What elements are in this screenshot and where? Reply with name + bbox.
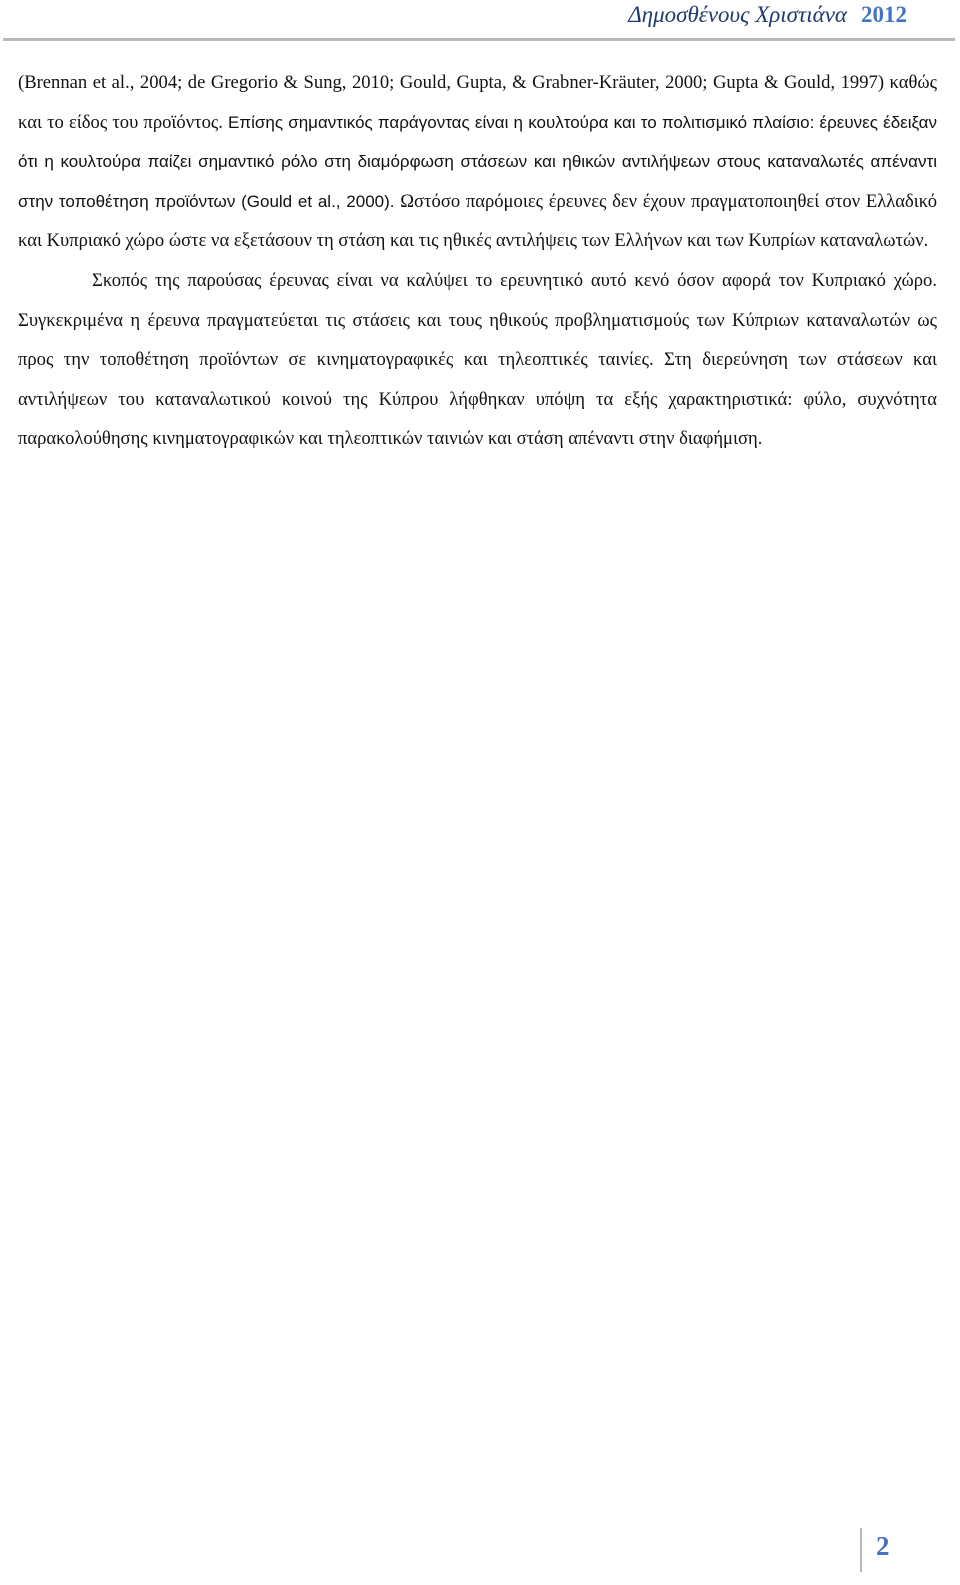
header-author: Δημοσθένους Χριστιάνα bbox=[628, 2, 847, 27]
page-header bbox=[0, 0, 960, 40]
header-text bbox=[628, 2, 907, 28]
paragraph-2-sentence-1: Σκοπός της παρούσας έρευνας είναι να καλύψει το ερευνητικό αυτό κενό όσον αφορά τον Κυπριακό χώρο. bbox=[92, 269, 937, 291]
page-number: 2 bbox=[876, 1531, 890, 1561]
header-rule bbox=[3, 38, 955, 41]
paragraph-2-sentence-2: Συγκεκριμένα η έρευνα πραγματεύεται τις στάσεις και τους ηθικούς προβληματισμούς των Κύπριων καταναλωτών ως προς την τοποθέτηση προϊόντων σε κινηματογραφικές και τηλεοπτικές ταινίες. bbox=[18, 309, 937, 371]
paragraph-2 bbox=[18, 261, 937, 459]
paragraph-1-sentence-3: Ωστόσο παρόμοιες έρευνες δεν έχουν πραγματοποιηθεί στον Ελλαδικό και Κυπριακό χώρο ώστε να εξετάσουν τη στάση και τις ηθικές αντιλήψεις των Ελλήνων και των Κυπρίων καταναλωτών. bbox=[18, 190, 937, 252]
paragraph-2-sentence-3: Στη διερεύνηση των στάσεων και αντιλήψεων του καταναλωτικού κοινού της Κύπρου λήφθηκαν υπόψη τα εξής χαρακτηριστικά: φύλο, συχνότητα παρακολούθησης κινηματογραφικών και τηλεοπτικών ταινιών και στάση απέναντι στην διαφήμιση. bbox=[18, 349, 937, 450]
document-body bbox=[18, 63, 937, 459]
paragraph-1 bbox=[18, 63, 937, 261]
paragraph-1-sentence-1: (Brennan et al., 2004; de Gregorio & Sung, 2010; Gould, Gupta, & Grabner-Kräuter, 2000; Gupta & Gould, 1997) καθώς και το είδος του προϊόντος. bbox=[18, 72, 937, 133]
paragraph-1-sentence-2: Επίσης σημαντικός παράγοντας είναι η κουλτούρα και το πολιτισμικό πλαίσιο: έρευνες έδειξαν ότι η κουλτούρα παίζει σημαντικό ρόλο στη διαμόρφωση στάσεων και ηθικών αντιλήψεων στους καταναλωτές απέναντι στην τοποθέτηση προϊόντων (Gould et al., 2000). bbox=[18, 112, 937, 211]
header-year: 2012 bbox=[861, 2, 907, 27]
footer-divider bbox=[860, 1528, 862, 1572]
